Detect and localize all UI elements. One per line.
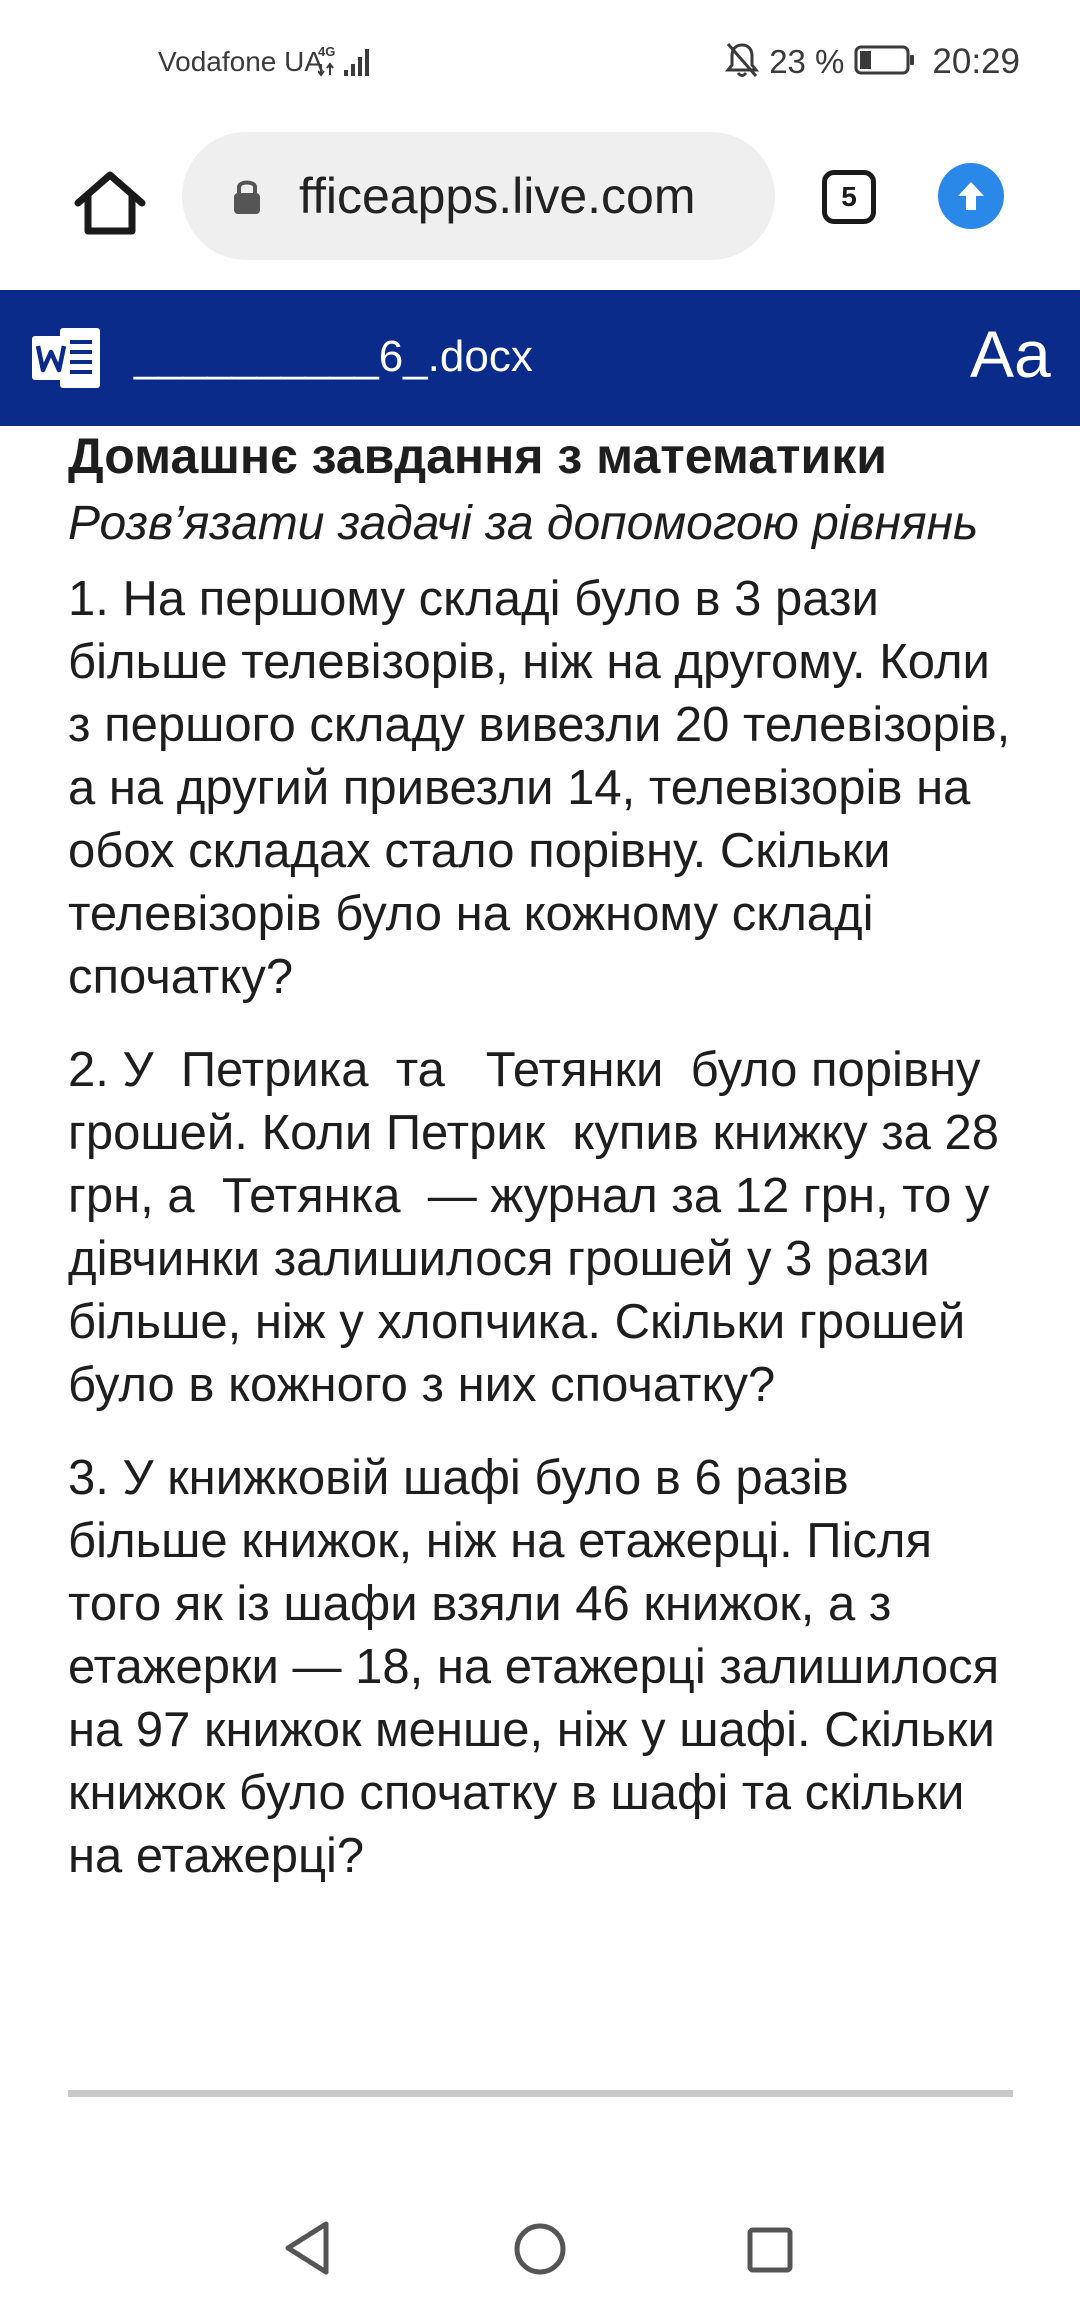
carrier-name: Vodafone UA xyxy=(158,46,324,77)
word-header xyxy=(0,290,1080,426)
address-bar[interactable] xyxy=(182,132,775,260)
status-bar xyxy=(0,0,1080,125)
navigation-bar xyxy=(0,2200,1080,2310)
recent-apps-icon[interactable] xyxy=(746,2226,794,2279)
battery-icon xyxy=(854,44,916,81)
task-paragraph: 2. У Петрика та Тетянки було порівну грошей. Коли Петрик купив книжку за 28 грн, а Тетянка — журнал за 12 грн, то у дівчинки залишилося грошей у 3 рази більше, ніж у хлопчика. Скільки грошей було в кожного з них спочатку? xyxy=(68,1043,1013,1412)
tab-count: 5 xyxy=(841,181,857,212)
url-text: fficeapps.live.com xyxy=(299,168,696,224)
task-paragraph: 3. У книжковій шафі було в 6 разів більше книжок, ніж на етажерці. Після того як із шафи взяли 46 книжок, а з етажерки — 18, на етажерці залишилося на 97 книжок менше, ніж у шафі. Скільки книжок було спочатку в шафі та скільки на етажерці? xyxy=(68,1451,1013,1883)
home-circle-icon[interactable] xyxy=(513,2222,567,2281)
browser-toolbar xyxy=(0,125,1080,290)
clock: 20:29 xyxy=(932,42,1020,81)
back-icon[interactable] xyxy=(282,2220,332,2281)
document-name[interactable]: __________6_.docx xyxy=(134,332,533,381)
tabs-icon[interactable] xyxy=(822,170,876,224)
battery-percent: 23 % xyxy=(769,43,845,80)
task-paragraph: 1. На першому складі було в 3 рази більше телевізорів, ніж на другому. Коли з першого складу вивезли 20 телевізорів, а на другий привезли 14, телевізорів на обох складах стало порівну. Скільки телевізорів було на кожному складі спочатку? xyxy=(68,572,1024,1004)
home-icon[interactable] xyxy=(70,163,150,243)
document-end-divider xyxy=(68,2090,1013,2097)
mute-notifications-icon xyxy=(725,41,759,84)
document-title: Домашнє завдання з математики xyxy=(68,428,888,484)
update-icon[interactable] xyxy=(938,163,1004,229)
document-subtitle: Розв’язати задачі за допомогою рівнянь xyxy=(68,497,979,550)
status-right-group xyxy=(725,40,1020,84)
lock-icon xyxy=(230,176,264,216)
text-size-button[interactable]: Aa xyxy=(970,317,1051,391)
word-icon xyxy=(30,320,106,396)
document-body xyxy=(68,426,1024,1888)
network-type-label: 4G xyxy=(318,44,336,59)
signal-icon xyxy=(318,42,378,87)
